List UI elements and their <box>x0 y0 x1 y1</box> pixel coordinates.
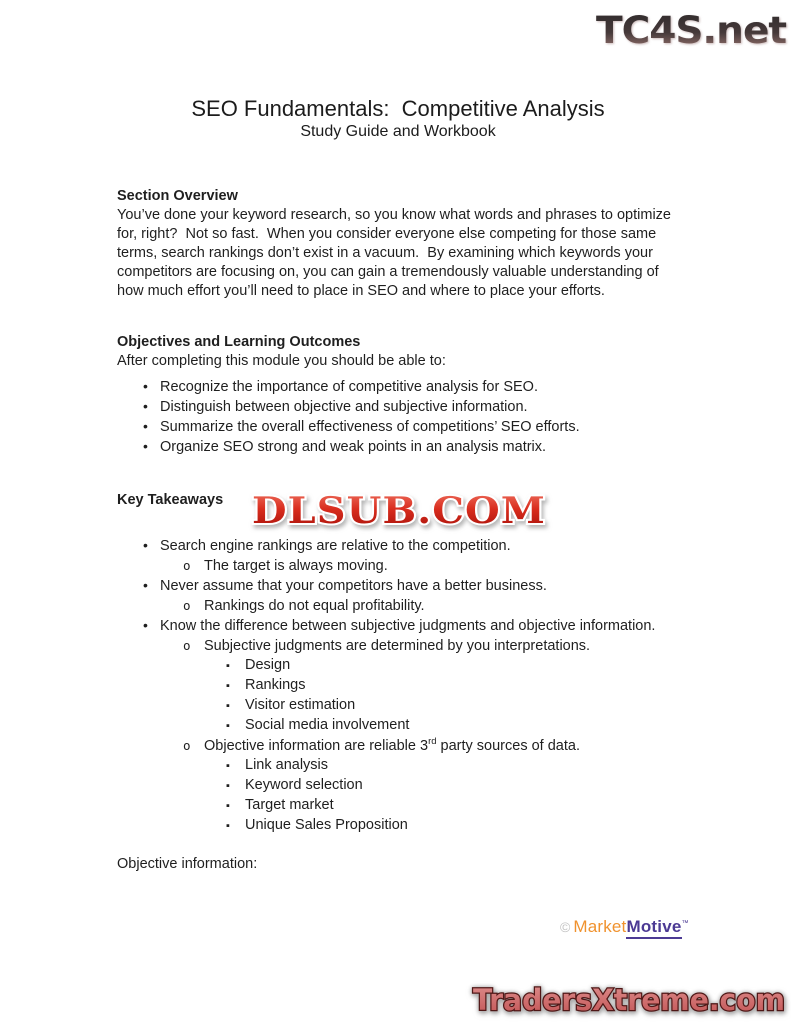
objective-information-line: Objective information: <box>117 856 258 872</box>
bullet-icon: • <box>143 617 148 633</box>
square-bullet-icon: ▪ <box>226 780 230 792</box>
list-item-text: Summarize the overall effectiveness of competitions’ SEO efforts. <box>160 419 580 435</box>
bullet-icon: • <box>143 418 148 434</box>
marketmotive-motive-text: Motive <box>626 917 681 939</box>
list-item-text: Social media involvement <box>245 717 410 733</box>
list-item <box>117 576 679 596</box>
dlsub-watermark <box>246 482 552 536</box>
list-item-text: Know the difference between subjective judgments and objective information. <box>160 618 656 634</box>
circle-bullet-icon: o <box>183 738 191 753</box>
objectives-heading: Objectives and Learning Outcomes <box>117 334 361 350</box>
section-overview-paragraph: You’ve done your keyword research, so you know what words and phrases to optimize for, right? Not so fast. When you consider everyone else competing for those same terms, search rankings don’t exist in a vacuum. By examining which keywords your competitors are focusing on, you can gain a tremendously valuable understanding of how much effort you’ll need to place in SEO and where to place your efforts. <box>117 207 676 299</box>
list-item <box>117 417 679 437</box>
objectives-list <box>117 377 679 457</box>
objectives-intro: After completing this module you should be able to: <box>117 353 446 369</box>
list-item-text: Link analysis <box>245 757 329 773</box>
bullet-icon: • <box>143 438 148 454</box>
list-item-text: Objective information are reliable 3rd party sources of data. <box>204 736 580 754</box>
dlsub-watermark-text: DLSUB.COM <box>252 490 546 532</box>
square-bullet-icon: ▪ <box>226 720 230 732</box>
list-item <box>117 536 679 556</box>
list-item-text: Visitor estimation <box>245 697 356 713</box>
list-item-text: Target market <box>245 797 334 813</box>
section-overview-heading: Section Overview <box>117 188 238 204</box>
page-title: SEO Fundamentals: Competitive Analysis <box>191 96 605 121</box>
list-item <box>117 397 679 417</box>
tc4s-watermark-text: TC4S.net <box>596 9 787 52</box>
list-item-text: Never assume that your competitors have a better business. <box>160 578 547 594</box>
list-item-text: Rankings <box>245 677 306 693</box>
square-bullet-icon: ▪ <box>226 700 230 712</box>
list-item <box>117 556 679 576</box>
list-item <box>117 816 679 836</box>
key-takeaways-list <box>117 536 679 836</box>
list-item-text: The target is always moving. <box>204 558 388 574</box>
list-item-text: Rankings do not equal profitability. <box>204 598 425 614</box>
list-item-text: Design <box>245 657 291 673</box>
list-item-text: Search engine rankings are relative to the competition. <box>160 538 511 554</box>
bullet-icon: • <box>143 398 148 414</box>
list-item-text: Unique Sales Proposition <box>245 817 408 833</box>
list-item <box>117 676 679 696</box>
copyright-icon: © <box>560 919 571 935</box>
list-item-text: Recognize the importance of competitive analysis for SEO. <box>160 379 538 395</box>
key-takeaways-heading: Key Takeaways <box>117 492 224 508</box>
list-item <box>117 736 679 756</box>
marketmotive-logo: © Market Motive ™ <box>560 917 689 939</box>
list-item-text: Organize SEO strong and weak points in an analysis matrix. <box>160 439 547 455</box>
list-item <box>117 596 679 616</box>
circle-bullet-icon: o <box>183 558 191 573</box>
list-item <box>117 716 679 736</box>
square-bullet-icon: ▪ <box>226 820 230 832</box>
list-item-text: Subjective judgments are determined by you interpretations. <box>204 638 591 654</box>
circle-bullet-icon: o <box>183 598 191 613</box>
list-item <box>117 756 679 776</box>
bullet-icon: • <box>143 537 148 553</box>
list-item <box>117 616 679 636</box>
list-item <box>117 377 679 397</box>
square-bullet-icon: ▪ <box>226 800 230 812</box>
square-bullet-icon: ▪ <box>226 660 230 672</box>
ordinal-superscript: rd <box>428 736 437 748</box>
bullet-icon: • <box>143 378 148 394</box>
square-bullet-icon: ▪ <box>226 760 230 772</box>
list-item <box>117 636 679 656</box>
list-item <box>117 656 679 676</box>
page-subtitle: Study Guide and Workbook <box>300 123 496 140</box>
document-body <box>117 0 679 874</box>
list-item <box>117 776 679 796</box>
list-item-text: Distinguish between objective and subjective information. <box>160 399 528 415</box>
list-item <box>117 437 679 457</box>
circle-bullet-icon: o <box>183 638 191 653</box>
square-bullet-icon: ▪ <box>226 680 230 692</box>
marketmotive-market-text: Market <box>573 917 627 936</box>
bullet-icon: • <box>143 577 148 593</box>
tradersxtreme-watermark-text: TradersXtreme.com <box>473 983 785 1017</box>
list-item-text: Keyword selection <box>245 777 363 793</box>
list-item <box>117 696 679 716</box>
tradersxtreme-watermark <box>468 977 790 1021</box>
list-item <box>117 796 679 816</box>
